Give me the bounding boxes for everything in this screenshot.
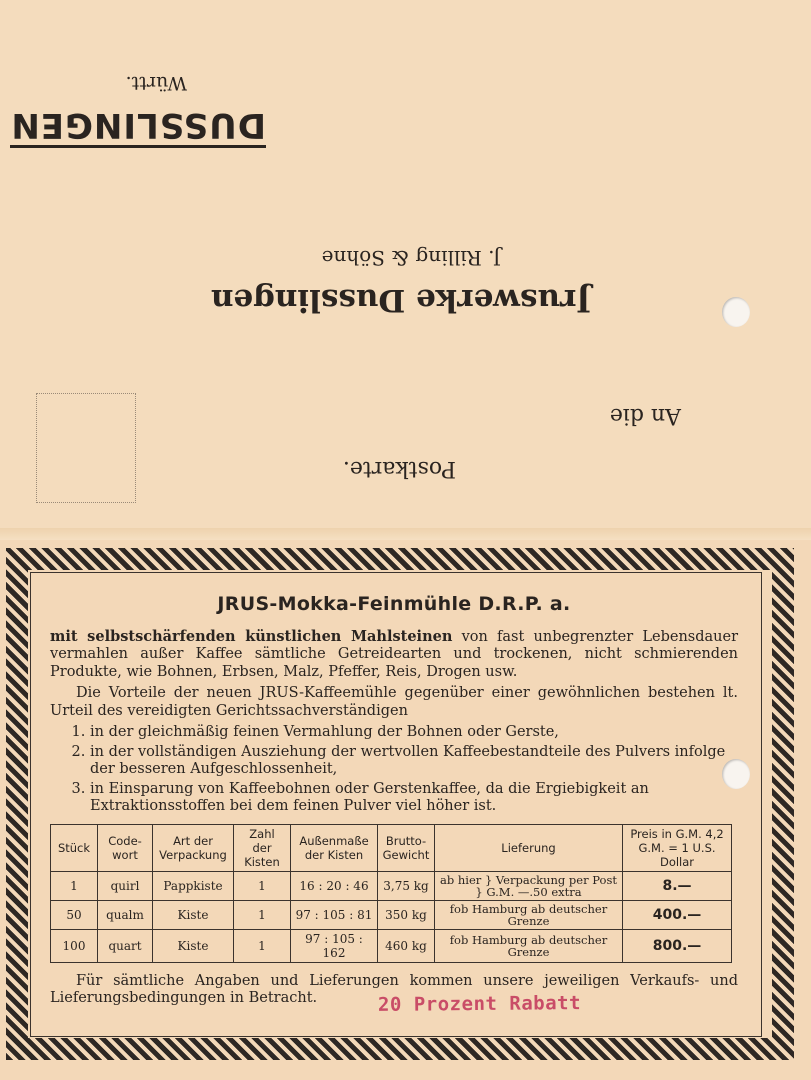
punch-hole-bottom: [722, 759, 750, 789]
punch-hole-top: [722, 297, 750, 327]
table-cell: 1: [234, 900, 291, 929]
table-cell: qualm: [98, 900, 153, 929]
table-cell: 1: [51, 871, 98, 900]
table-cell: Pappkiste: [153, 871, 234, 900]
intro-rest: von fast unbegrenzter Lebensdauer vermahlen außer Kaffee sämtliche Getreidearten und trockenen, nicht schmierenden Produkte, wie Bohnen, Erbsen, Malz, Pfeffer, Reis, Drogen usw.: [50, 628, 738, 680]
intro-paragraph: [50, 628, 738, 682]
table-cell: fob Hamburg ab deutscher Grenze: [435, 929, 623, 962]
price-table: [50, 824, 732, 963]
owner-name: J. Rilling & Söhne: [321, 246, 501, 270]
terms-footer: Für sämtliche Angaben und Lieferungen kommen unsere jeweiligen Verkaufs- und Lieferungsbedingungen in Betracht.: [50, 972, 738, 1006]
header-cell: Art der Verpackung: [153, 824, 234, 871]
header-cell: Außenmaße der Kisten: [291, 824, 378, 871]
table-cell: 1: [234, 929, 291, 962]
list-item: 3. in Einsparung von Kaffeebohnen oder Gerstenkaffee, da die Ergiebigkeit an Extraktionsstoffen bei dem feinen Pulver viel höher ist.: [90, 781, 738, 816]
table-cell: 50: [51, 900, 98, 929]
state-name: Württ.: [125, 72, 187, 94]
header-cell: Zahl der Kisten: [234, 824, 291, 871]
table-row: [51, 929, 732, 962]
table-header-row: [51, 824, 732, 871]
price-cell: 800.—: [623, 929, 732, 962]
price-cell: 400.—: [623, 900, 732, 929]
header-cell: Lieferung: [435, 824, 623, 871]
table-cell: Kiste: [153, 900, 234, 929]
header-cell: Code-wort: [98, 824, 153, 871]
town-name: DUSSLINGEN: [10, 105, 266, 148]
table-row: [51, 900, 732, 929]
header-cell: Preis in G.M. 4,2 G.M. = 1 U.S. Dollar: [623, 824, 732, 871]
table-cell: 97 : 105 : 81: [291, 900, 378, 929]
card-type: Postkarte.: [342, 456, 456, 481]
table-cell: 100: [51, 929, 98, 962]
header-cell: Stück: [51, 824, 98, 871]
price-cell: 8.—: [623, 871, 732, 900]
advantages-list: [50, 724, 738, 816]
table-cell: Kiste: [153, 929, 234, 962]
company-name: Jruswerke Dusslingen: [210, 282, 591, 318]
list-item: 2. in der vollständigen Ausziehung der wertvollen Kaffeebestandteile des Pulvers infolge der besseren Aufgeschlossenheit,: [90, 744, 738, 779]
table-cell: 3,75 kg: [378, 871, 435, 900]
list-item: 1. in der gleichmäßig feinen Vermahlung der Bohnen oder Gerste,: [90, 724, 738, 742]
table-row: [51, 871, 732, 900]
table-cell: ab hier } Verpackung per Post } G.M. —.50 extra: [435, 871, 623, 900]
salutation: An die: [609, 403, 681, 428]
stamp-placeholder: [36, 393, 136, 503]
table-cell: 1: [234, 871, 291, 900]
intro-bold: mit selbstschärfenden künstlichen Mahlsteinen: [50, 627, 453, 645]
table-cell: quirl: [98, 871, 153, 900]
table-cell: 16 : 20 : 46: [291, 871, 378, 900]
advantages-intro: Die Vorteile der neuen JRUS-Kaffeemühle gegenüber einer gewöhnlichen bestehen lt. Urteil des vereidigten Gerichtssachverständigen: [50, 685, 738, 719]
table-cell: fob Hamburg ab deutscher Grenze: [435, 900, 623, 929]
table-cell: 97 : 105 : 162: [291, 929, 378, 962]
table-cell: quart: [98, 929, 153, 962]
discount-stamp: 20 Prozent Rabatt: [377, 992, 582, 1016]
advert-content: [50, 593, 738, 1008]
table-cell: 350 kg: [378, 900, 435, 929]
advert-title: JRUS-Mokka-Feinmühle D.R.P. a.: [217, 593, 571, 615]
table-cell: 460 kg: [378, 929, 435, 962]
header-cell: Brutto-Gewicht: [378, 824, 435, 871]
